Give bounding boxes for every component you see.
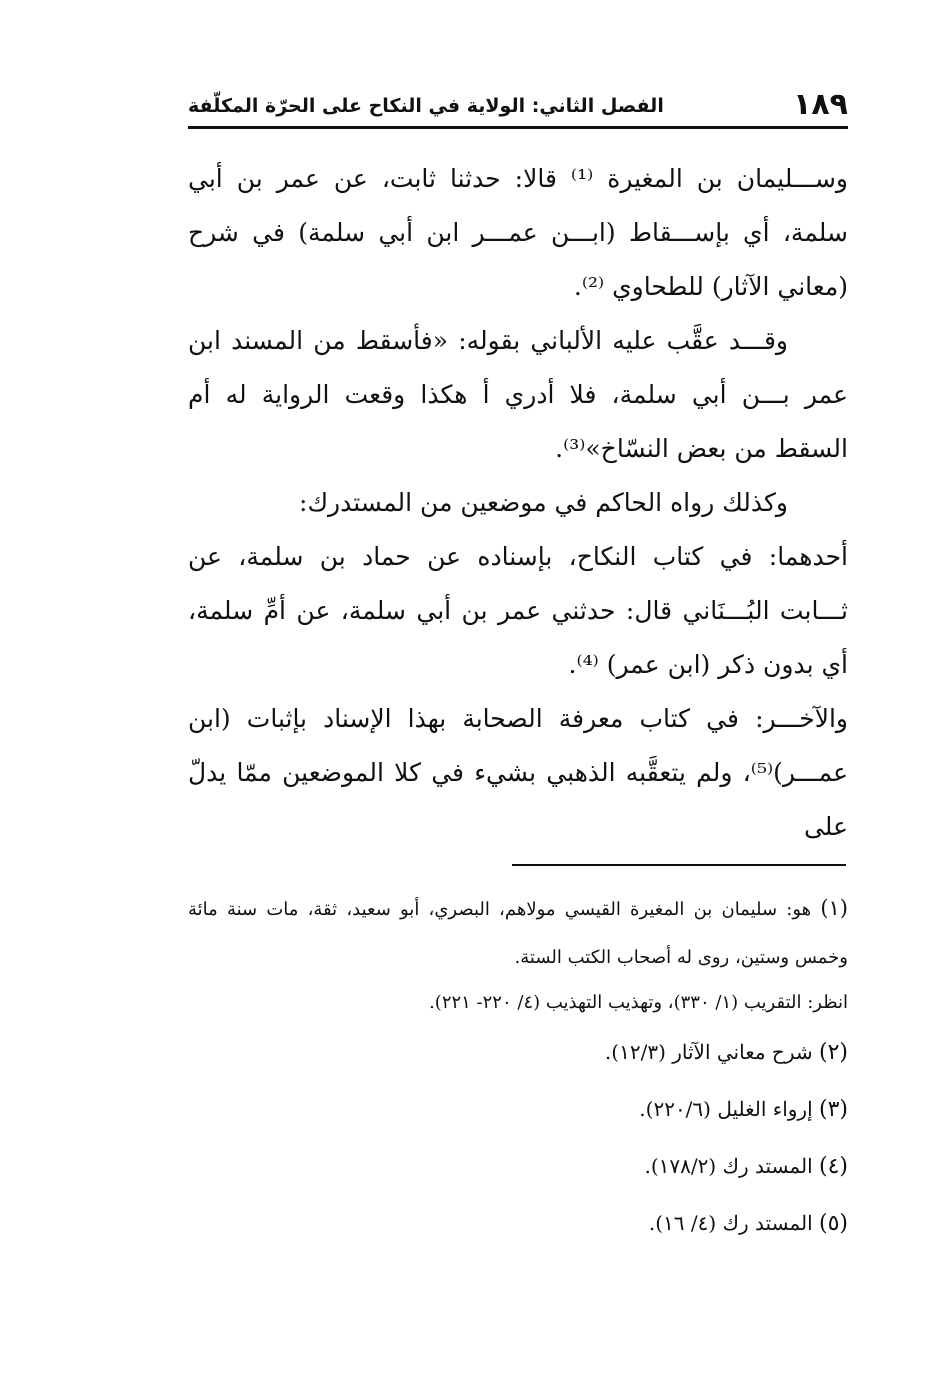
footnote-4 [188,1138,848,1195]
main-text [188,152,848,854]
paragraph: وكذلك رواه الحاكم في موضعين من المستدرك: [299,488,788,517]
footnote-text: المستد رك (١٧٨/٢). [644,1154,813,1178]
footnote-number: (١) [820,896,848,920]
footnote-number: (٢) [818,1040,848,1065]
footnote-3 [188,1081,848,1138]
footnote-1 [188,884,848,982]
running-title: الفصل الثاني: الولاية في النكاح على الحرّة المكلّفة [188,95,664,117]
paragraph: أحدهما: في كتاب النكاح، بإسناده عن حماد بن سلمة، عن ثـــابت البُـــنَاني قال: حدثني عمر بن أبي سلمة، عن أمِّ سلمة، أي بدون ذكر (ابن عمر) ⁽⁴⁾. [188,542,848,679]
footnote-number: (٥) [818,1211,848,1236]
paragraph: وقـــد عقَّب عليه الألباني بقوله: «فأسقط من المسند ابن عمر بـــن أبي سلمة، فلا أدري أ هكذا وقعت الرواية له أم السقط من بعض النسّاخ»⁽³⁾. [188,326,848,463]
footnote-2 [188,1024,848,1081]
footnote-separator [512,864,846,866]
footnote-text: شرح معاني الآثار (١٢/٣). [604,1040,813,1064]
footnote-text: هو: سليمان بن المغيرة القيسي مولاهم، البصري، أبو سعيد، ثقة، مات سنة مائة وخمس وستين، روى له أصحاب الكتب الستة. [188,899,848,968]
footnote-number: (٣) [818,1097,848,1122]
page-number: ١٨٩ [793,87,848,122]
footnote-text: إرواء الغليل (٢٢٠/٦). [639,1097,813,1121]
footnote-text: المستد رك (٤/ ١٦). [648,1211,813,1235]
footnote-1-reference: انظر: التقريب (١/ ٣٣٠)، وتهذيب التهذيب (٤/ ٢٢٠- ٢٢١). [429,992,848,1013]
page-header [188,86,848,129]
footnote-5 [188,1195,848,1252]
footnote-number: (٤) [818,1154,848,1179]
paragraph: والآخـــر: في كتاب معرفة الصحابة بهذا الإسناد بإثبات (ابن عمـــر)⁽⁵⁾، ولم يتعقَّبه الذهبي بشيء في كلا الموضعين ممّا يدلّ على [188,704,848,841]
paragraph: وســـليمان بن المغيرة ⁽¹⁾ قالا: حدثنا ثابت، عن عمر بن أبي سلمة، أي بإســـقاط (ابـــن عمـــر ابن أبي سلمة) في شرح (معاني الآثار) للطحاوي ⁽²⁾. [188,164,848,301]
footnotes [188,884,848,1252]
